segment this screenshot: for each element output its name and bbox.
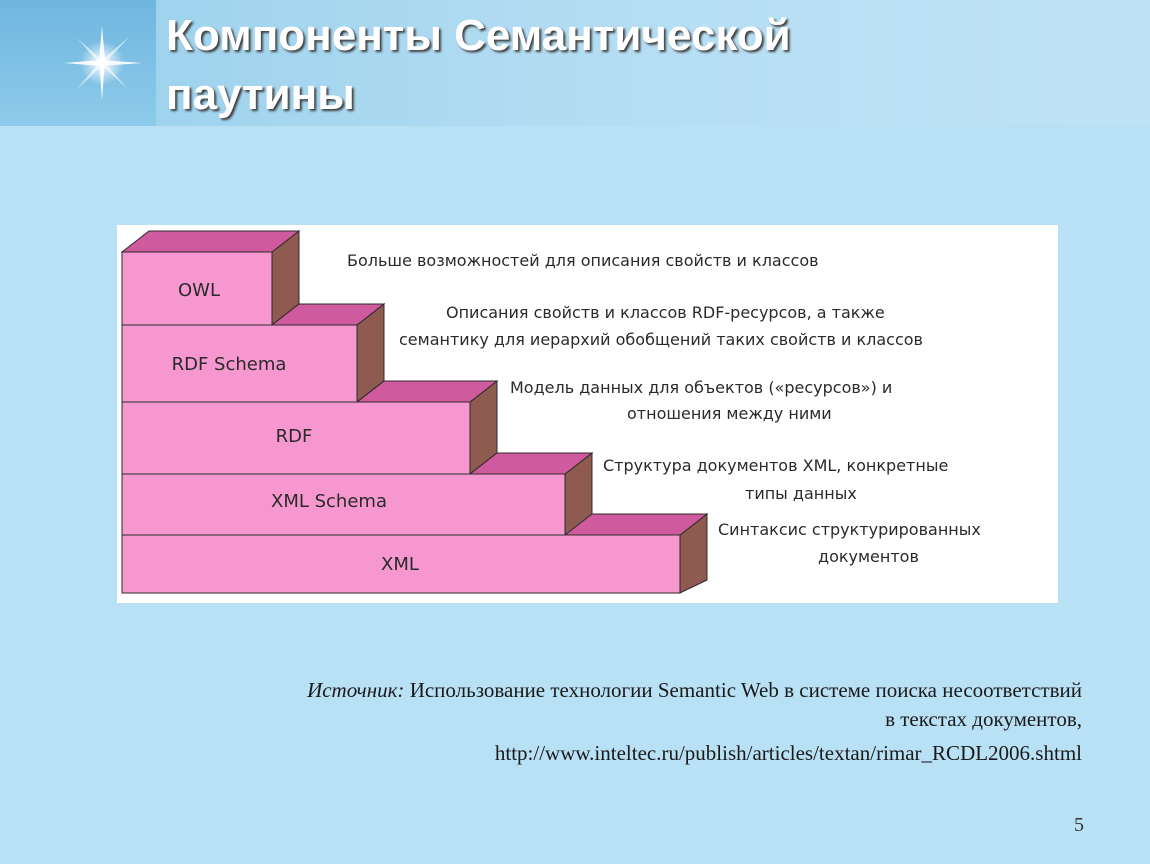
xml-description-line-1: Синтаксис структурированных bbox=[718, 520, 981, 539]
owl-description-line-1: Больше возможностей для описания свойств и классов bbox=[347, 251, 819, 270]
page-number: 5 bbox=[1074, 814, 1084, 836]
sparkle-icon bbox=[52, 18, 162, 108]
rdf-schema-description-line-1: Описания свойств и классов RDF-ресурсов, а также bbox=[446, 303, 885, 322]
source-text-line-2: в текстах документов, bbox=[885, 707, 1082, 731]
source-citation bbox=[80, 676, 1082, 768]
owl-layer-top bbox=[122, 231, 299, 252]
slide-title: Компоненты Семантической паутины bbox=[166, 11, 791, 119]
xml-schema-description-line-2: типы данных bbox=[745, 484, 857, 503]
xml-schema-layer-label: XML Schema bbox=[271, 491, 387, 512]
semantic-web-layer-diagram bbox=[117, 225, 1058, 603]
rdf-schema-description-line-2: семантику для иерархий обобщений таких свойств и классов bbox=[399, 330, 923, 349]
xml-schema-description-line-1: Структура документов XML, конкретные bbox=[603, 456, 949, 475]
rdf-description-line-2: отношения между ними bbox=[627, 404, 832, 423]
rdf-schema-layer-label: RDF Schema bbox=[171, 354, 287, 375]
source-label: Источник: bbox=[307, 678, 405, 702]
source-text-line-1: Использование технологии Semantic Web в системе поиска несоответствий bbox=[404, 678, 1082, 702]
xml-layer-label: XML bbox=[381, 554, 419, 575]
rdf-layer-label: RDF bbox=[275, 426, 313, 447]
source-url[interactable]: http://www.inteltec.ru/publish/articles/textan/rimar_RCDL2006.shtml bbox=[494, 741, 1082, 765]
source-line-1 bbox=[80, 676, 1082, 705]
owl-layer-label: OWL bbox=[178, 280, 220, 301]
rdf-description-line-1: Модель данных для объектов («ресурсов») и bbox=[510, 378, 893, 397]
xml-description-line-2: документов bbox=[818, 547, 919, 566]
